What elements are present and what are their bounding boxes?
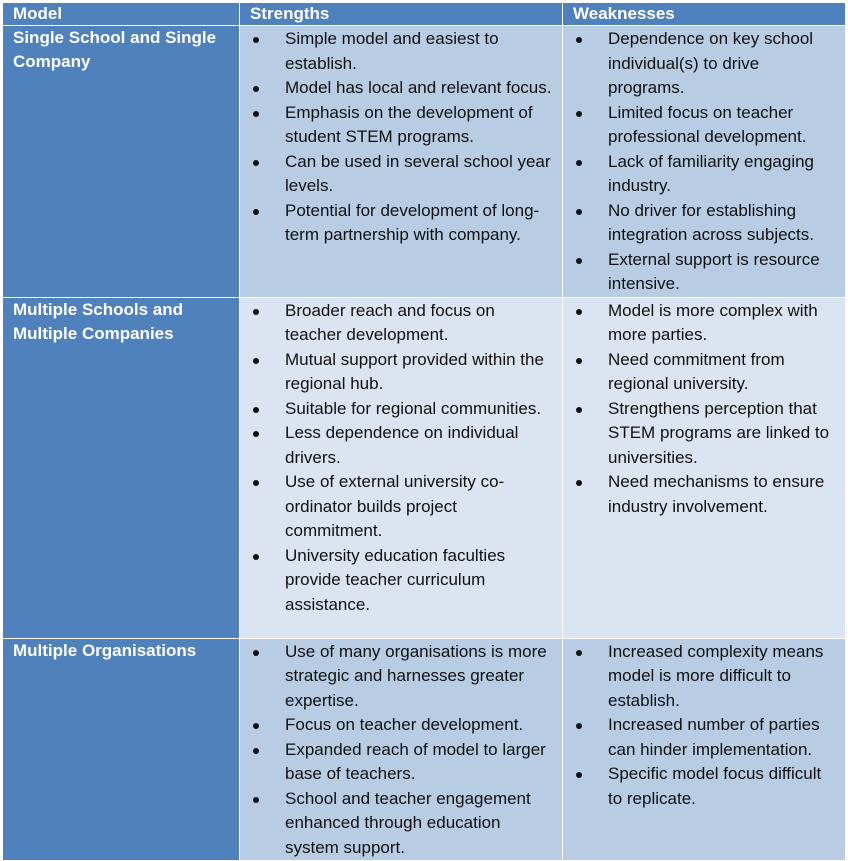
list-item [563, 762, 845, 811]
list-item-text: Lack of familiarity engaging industry. [608, 151, 815, 195]
bullet-icon [576, 650, 582, 656]
weaknesses-list [563, 299, 845, 520]
header-strengths: Strengths [240, 3, 563, 26]
list-item [240, 640, 562, 714]
table-row [3, 638, 846, 861]
list-item-text: Dependence on key school individual(s) to drive programs. [608, 29, 814, 97]
list-item-text: Use of external university co-ordinator builds project commitment. [285, 472, 505, 540]
list-item [563, 397, 845, 471]
list-item-text: School and teacher engagement enhanced through education system support. [285, 788, 531, 857]
header-model: Model [3, 3, 240, 26]
weaknesses-cell [563, 638, 846, 861]
list-item [563, 101, 845, 150]
list-item-text: Expanded reach of model to larger base of teachers. [285, 739, 546, 783]
list-item-text: Need mechanisms to ensure industry involvement. [608, 472, 825, 516]
list-item-text: External support is resource intensive. [608, 249, 820, 293]
list-item [240, 421, 562, 470]
model-name: Multiple Organisations [3, 638, 240, 861]
list-item [240, 27, 562, 76]
list-item-text: Use of many organisations is more strategic and harnesses greater expertise. [285, 641, 547, 710]
bullet-icon [576, 37, 582, 43]
list-item [563, 470, 845, 519]
list-item-text: Specific model focus difficult to replicate. [608, 764, 822, 808]
list-item-text: Increased number of parties can hinder implementation. [608, 715, 820, 759]
bullet-icon [576, 772, 582, 778]
weaknesses-cell [563, 26, 846, 298]
bullet-icon [253, 209, 259, 215]
list-item [563, 248, 845, 297]
list-item [563, 348, 845, 397]
bullet-icon [253, 309, 259, 315]
bullet-icon [253, 748, 259, 754]
bullet-icon [253, 554, 259, 560]
list-item-text: Model has local and relevant focus. [285, 78, 552, 97]
bullet-icon [253, 37, 259, 43]
list-item [240, 150, 562, 199]
list-item [240, 299, 562, 348]
list-item [563, 199, 845, 248]
list-item-text: Focus on teacher development. [285, 715, 524, 734]
list-item-text: Increased complexity means model is more difficult to establish. [608, 641, 824, 710]
strengths-list [240, 640, 562, 861]
bullet-icon [576, 407, 582, 413]
bullet-icon [576, 358, 582, 364]
weaknesses-list [563, 640, 845, 812]
model-comparison-table [2, 2, 846, 861]
bullet-icon [253, 723, 259, 729]
list-item-text: Need commitment from regional university. [608, 349, 785, 393]
bullet-icon [576, 309, 582, 315]
strengths-list [240, 299, 562, 618]
bullet-icon [253, 160, 259, 166]
strengths-cell [240, 297, 563, 638]
weaknesses-cell [563, 297, 846, 638]
list-item-text: Strengthens perception that STEM programs are linked to universities. [608, 398, 830, 467]
list-item [563, 27, 845, 101]
header-weaknesses: Weaknesses [563, 3, 846, 26]
list-item-text: University education faculties provide teacher curriculum assistance. [285, 545, 506, 614]
list-item-text: Limited focus on teacher professional development. [608, 102, 807, 146]
list-item-text: Potential for development of long-term partnership with company. [285, 200, 540, 244]
list-item-text: No driver for establishing integration across subjects. [608, 200, 814, 244]
bullet-icon [576, 160, 582, 166]
bullet-icon [253, 358, 259, 364]
weaknesses-list [563, 27, 845, 297]
list-item [240, 101, 562, 150]
list-item [240, 738, 562, 787]
bullet-icon [576, 480, 582, 486]
bullet-icon [253, 480, 259, 486]
strengths-cell [240, 638, 563, 861]
list-item [563, 640, 845, 714]
strengths-cell [240, 26, 563, 298]
list-item [240, 787, 562, 861]
list-item [240, 199, 562, 248]
list-item-text: Simple model and easiest to establish. [285, 29, 499, 73]
bullet-icon [576, 258, 582, 264]
bullet-icon [253, 431, 259, 437]
bullet-icon [576, 209, 582, 215]
bullet-icon [576, 723, 582, 729]
bullet-icon [253, 797, 259, 803]
list-item-text: Less dependence on individual drivers. [285, 423, 519, 467]
strengths-list [240, 27, 562, 248]
model-name: Single School and Single Company [3, 26, 240, 298]
list-item-text: Suitable for regional communities. [285, 398, 542, 418]
list-item-text: Broader reach and focus on teacher development. [285, 300, 495, 344]
list-item [240, 397, 562, 422]
list-item-text: Mutual support provided within the regional hub. [285, 349, 544, 393]
bullet-icon [253, 86, 259, 92]
list-item [240, 544, 562, 618]
table-row [3, 297, 846, 638]
model-name: Multiple Schools and Multiple Companies [3, 297, 240, 638]
list-item-text: Model is more complex with more parties. [608, 300, 818, 344]
list-item [563, 299, 845, 348]
list-item [240, 713, 562, 738]
list-item-text: Emphasis on the development of student STEM programs. [285, 102, 533, 146]
bullet-icon [253, 650, 259, 656]
table-header-row [3, 3, 846, 26]
table-row [3, 26, 846, 298]
list-item [240, 76, 562, 101]
list-item [240, 348, 562, 397]
bullet-icon [253, 111, 259, 117]
list-item [563, 150, 845, 199]
bullet-icon [253, 407, 259, 413]
list-item [240, 470, 562, 544]
bullet-icon [576, 111, 582, 117]
list-item [563, 713, 845, 762]
list-item-text: Can be used in several school year levels. [285, 151, 551, 195]
